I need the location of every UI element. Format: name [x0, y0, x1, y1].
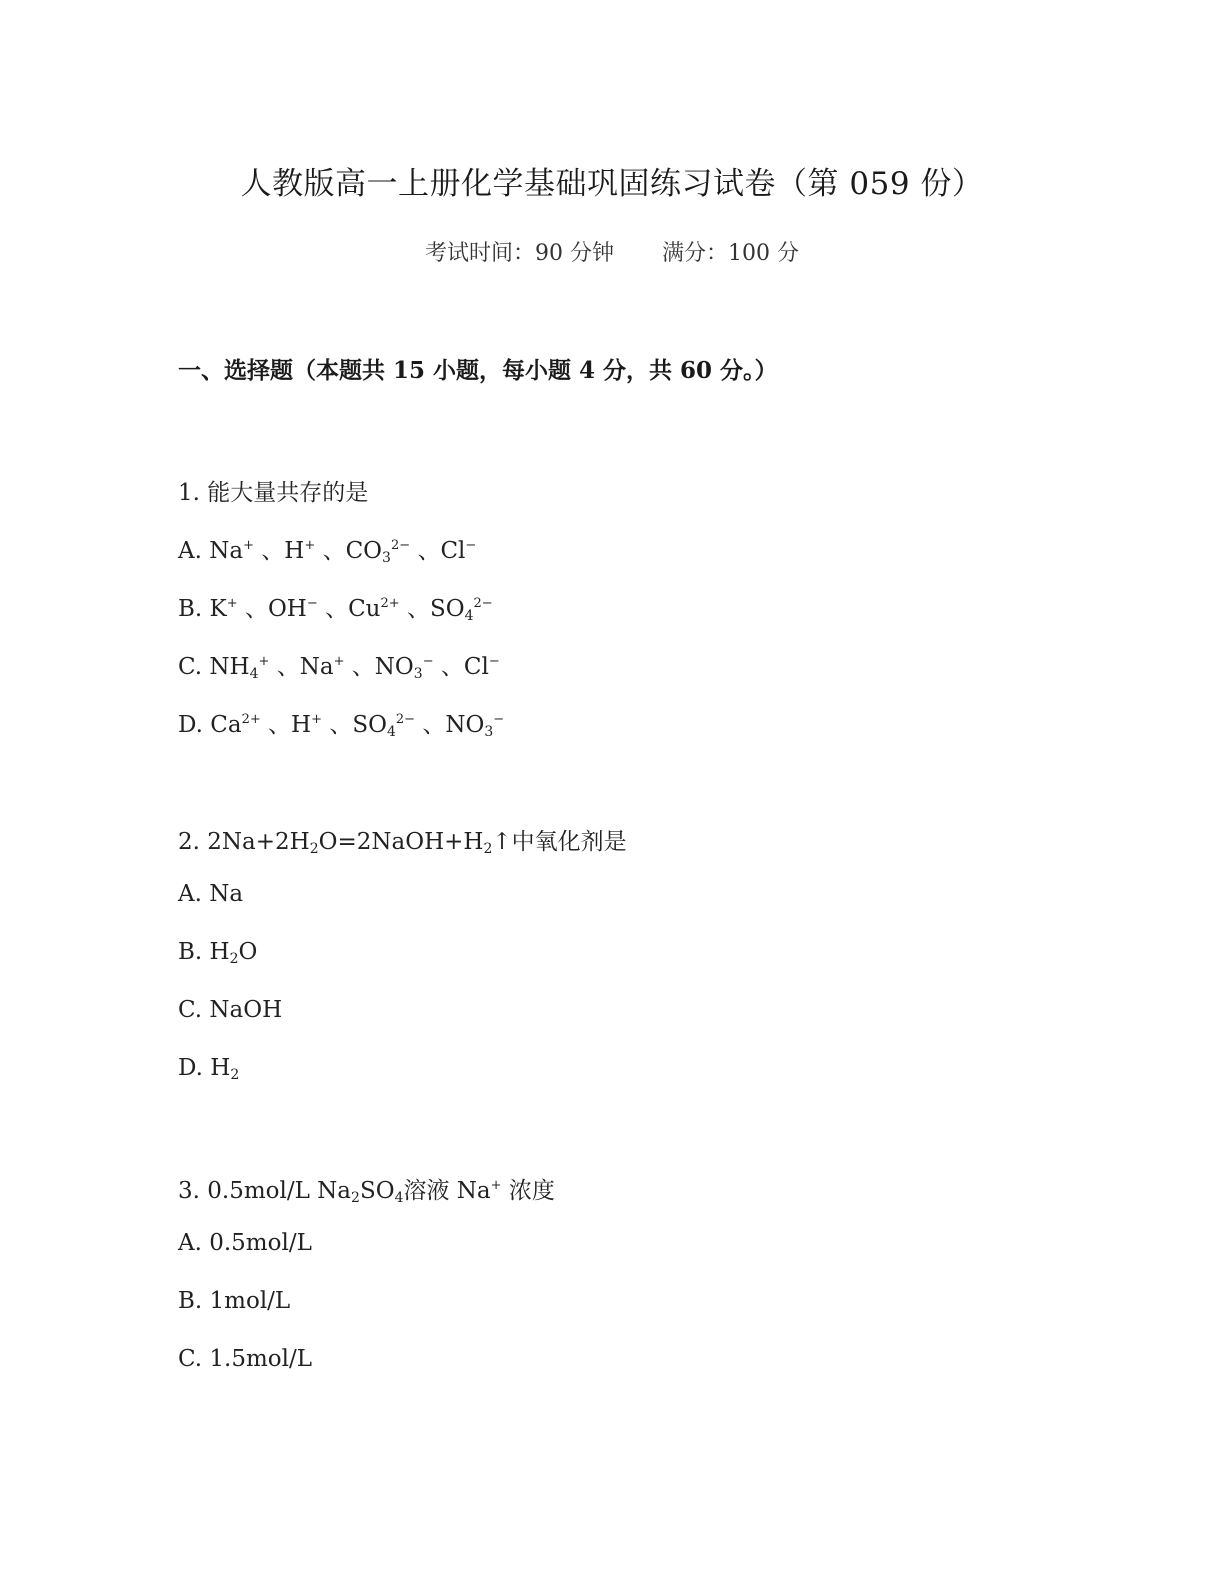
- question-2-option-c: C. NaOH: [178, 997, 283, 1023]
- question-1-stem: 1. 能大量共存的是: [178, 480, 369, 506]
- question-1-option-a: A. Na+ 、H+ 、$CO_3^{2-}$ 、Cl−: [178, 538, 477, 566]
- question-2-stem: 2. $2Na+2H_2O=2NaOH+H_2↑$中氧化剂是: [178, 829, 627, 857]
- exam-time: 考试时间：90 分钟: [425, 241, 614, 266]
- exam-title: 人教版高一上册化学基础巩固练习试卷（第 059 份）: [240, 166, 984, 202]
- section-heading: 一、选择题（本题共 15 小题，每小题 4 分，共 60 分。）: [178, 357, 778, 384]
- question-2-option-a: A. Na: [178, 881, 244, 907]
- question-1-option-b: B. K+ 、OH− 、$Cu^{2+}$ 、$SO_4^{2-}$: [178, 596, 493, 624]
- exam-info: [0, 236, 1224, 267]
- question-3-option-a: A. 0.5mol/L: [178, 1230, 312, 1256]
- question-1-option-c: C. $NH_4^+$ 、Na+ 、$NO_3^-$ 、Cl−: [178, 654, 500, 682]
- question-2-option-b: B. $H_2O$: [178, 939, 258, 967]
- question-3-option-c: C. 1.5mol/L: [178, 1346, 313, 1372]
- question-2-option-d: D. $H_2$: [178, 1055, 240, 1083]
- question-3-stem: 3. 0.5mol/L $Na_2SO_4$溶液 Na+ 浓度: [178, 1178, 555, 1206]
- question-3-option-b: B. 1mol/L: [178, 1288, 291, 1314]
- question-1-option-d: D. $Ca^{2+}$ 、H+ 、$SO_4^{2-}$ 、$NO_3^-$: [178, 712, 505, 740]
- exam-score: 满分：100 分: [662, 241, 799, 266]
